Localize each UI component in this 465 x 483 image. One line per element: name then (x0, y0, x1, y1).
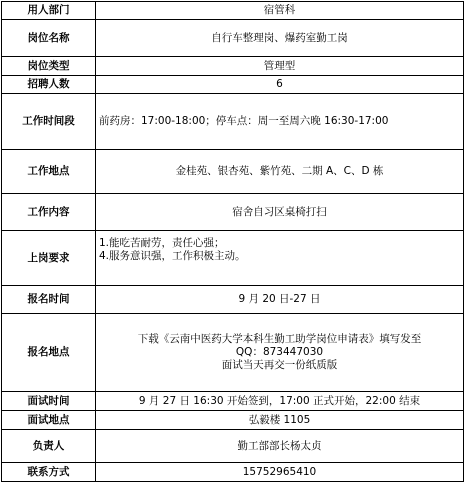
signup-place-line-2: QQ：873447030 (235, 346, 324, 358)
label-contact: 联系方式 (2, 463, 96, 482)
job-posting-table (1, 1, 464, 482)
value-type: 管理型 (96, 57, 464, 76)
row-interview-time (2, 392, 464, 411)
value-interview-place: 弘毅楼 1105 (96, 411, 464, 430)
row-signup-place (2, 314, 464, 392)
value-requirements (96, 231, 464, 286)
label-interview-time: 面试时间 (2, 392, 96, 411)
value-interview-time: 9 月 27 日 16:30 开始签到，17:00 正式开始，22:00 结束 (96, 392, 464, 411)
label-worktime: 工作时间段 (2, 94, 96, 150)
row-type (2, 57, 464, 76)
row-requirements (2, 231, 464, 286)
label-headcount: 招聘人数 (2, 76, 96, 94)
row-headcount (2, 76, 464, 94)
value-leader: 勤工部部长杨太贞 (96, 430, 464, 463)
requirement-line-2: 4.服务意识强，工作积极主动。 (99, 250, 246, 262)
value-location: 金桂苑、银杏苑、紫竹苑、二期 A、C、D 栋 (96, 150, 464, 194)
label-requirements: 上岗要求 (2, 231, 96, 286)
label-type: 岗位类型 (2, 57, 96, 76)
row-worktime (2, 94, 464, 150)
value-worktime: 前药房：17:00-18:00；停车点：周一至周六晚 16:30-17:00 (96, 94, 464, 150)
row-contact (2, 463, 464, 482)
row-interview-place (2, 411, 464, 430)
value-content: 宿舍自习区桌椅打扫 (96, 194, 464, 231)
row-dept (2, 2, 464, 20)
label-dept: 用人部门 (2, 2, 96, 20)
label-position: 岗位名称 (2, 20, 96, 57)
label-location: 工作地点 (2, 150, 96, 194)
signup-place-line-1: 下载《云南中医药大学本科生勤工助学岗位申请表》填写发至 (137, 333, 422, 345)
row-signup-time (2, 286, 464, 314)
label-content: 工作内容 (2, 194, 96, 231)
label-signup-place: 报名地点 (2, 314, 96, 392)
row-position (2, 20, 464, 57)
value-position: 自行车整理岗、爆药室勤工岗 (96, 20, 464, 57)
row-content (2, 194, 464, 231)
row-leader (2, 430, 464, 463)
label-leader: 负责人 (2, 430, 96, 463)
value-contact: 15752965410 (96, 463, 464, 482)
label-interview-place: 面试地点 (2, 411, 96, 430)
value-signup-place (96, 314, 464, 392)
signup-place-line-3: 面试当天再交一份纸质版 (221, 359, 338, 371)
label-signup-time: 报名时间 (2, 286, 96, 314)
value-signup-time: 9 月 20 日-27 日 (96, 286, 464, 314)
requirement-line-1: 1.能吃苦耐劳，责任心强； (99, 237, 225, 249)
value-headcount: 6 (96, 76, 464, 94)
value-dept: 宿管科 (96, 2, 464, 20)
row-location (2, 150, 464, 194)
